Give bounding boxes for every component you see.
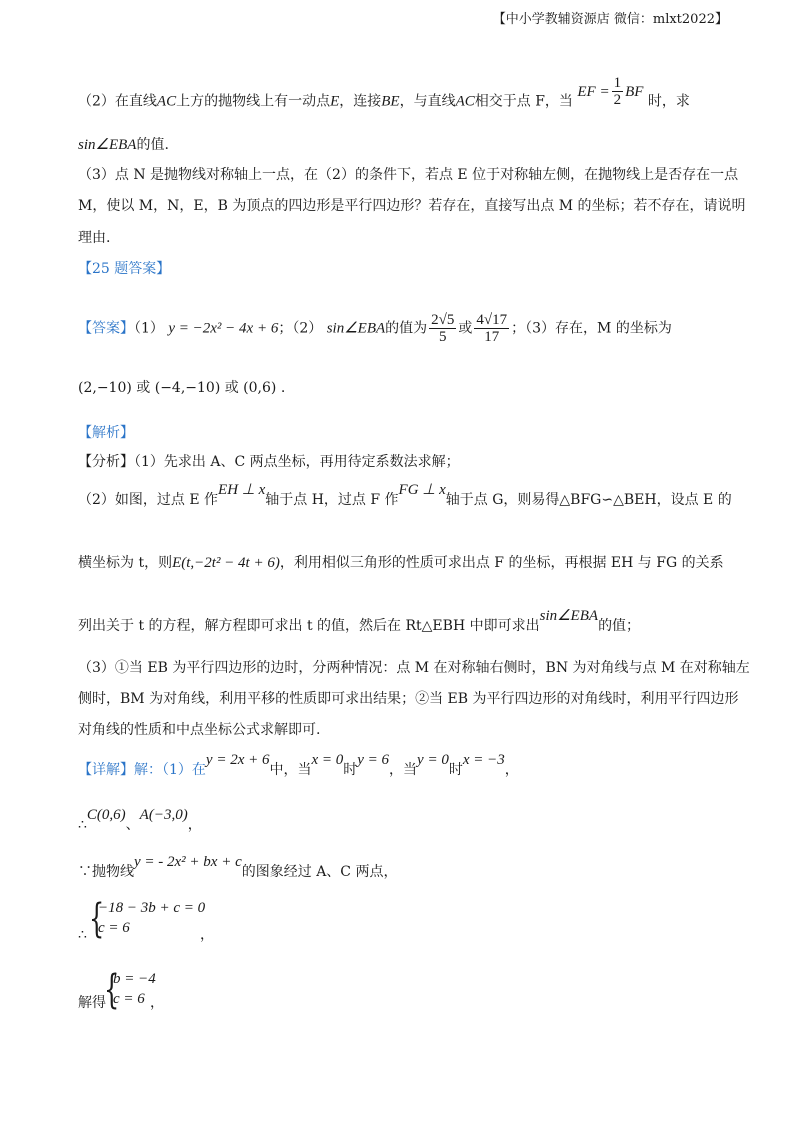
question-3-line-3: 理由.	[78, 230, 111, 246]
answer-fraction-1	[429, 312, 456, 345]
detail-1b: 中，当	[269, 762, 312, 778]
point-a: A(−3,0)	[139, 807, 188, 823]
system-2-row-1: b = −4	[113, 971, 156, 987]
answer-sin: sin∠EBA	[326, 320, 386, 337]
question-2-line	[78, 75, 690, 118]
detail-line-1	[78, 752, 519, 780]
analysis-3b: ，利用相似三角形的性质可求出点 F 的坐标，再根据 EH 与 FG 的关系	[279, 555, 724, 571]
q2-bf: BF	[625, 83, 644, 100]
answer-heading: 【25 题答案】	[78, 261, 171, 277]
analysis-heading: 【解析】	[78, 425, 134, 441]
answer-sep: ；（2）	[278, 320, 323, 337]
analysis-4a: 列出关于 t 的方程，解方程即可求出 t 的值，然后在 Rt△EBH 中即可求出	[78, 618, 540, 634]
point-e-expression: E(t,−2t² − 4t + 6)	[172, 555, 280, 571]
analysis-2b: 轴于点 H，过点 F 作	[265, 492, 399, 508]
dun-mark: 、	[125, 817, 140, 833]
question-2-sin-line	[78, 135, 169, 155]
q2-text-6: 时，求	[647, 93, 690, 110]
q2-text-2: 上方的抛物线上有一动点	[176, 93, 331, 110]
fraction-numerator: 1	[613, 75, 622, 91]
answer-line	[78, 312, 672, 345]
system-1-comma: ，	[200, 927, 214, 943]
fraction-denominator: 5	[439, 329, 447, 345]
fg-perp: FG ⊥ x	[398, 482, 446, 498]
equation-system-1	[98, 898, 205, 938]
answer-part-3: ；（3）存在，M 的坐标为	[511, 320, 672, 337]
analysis-4b: 的值；	[598, 618, 641, 634]
q2-text-5: 相交于点 F，当	[474, 93, 573, 110]
system-2-row-2: c = 6	[113, 991, 145, 1007]
answer-coordinates: (2,−10) 或 (−4,−10) 或 (0,6) .	[78, 380, 286, 396]
system-2-comma: ，	[150, 995, 164, 1011]
answer-equation: y = −2x² − 4x + 6	[168, 320, 279, 337]
detail-line-3	[78, 854, 398, 882]
system-1-row-2: c = 6	[98, 920, 130, 936]
system-brace-2: {	[104, 967, 120, 1013]
analysis-line-2	[78, 482, 732, 510]
q2-text-3: ，连接	[339, 93, 382, 110]
x-zero: x = 0	[311, 752, 344, 768]
because-tail: 的图象经过 A、C 两点，	[241, 864, 398, 880]
y-six: y = 6	[357, 752, 390, 768]
analysis-line-4	[78, 608, 641, 636]
detail-1d: ，当	[389, 762, 418, 778]
q2-ac-1: AC	[156, 93, 177, 110]
detail-1c: 时	[343, 762, 358, 778]
comma: ，	[187, 817, 202, 833]
analysis-3a: 横坐标为 t，则	[78, 555, 173, 571]
q2-ac-2: AC	[455, 93, 475, 110]
q2-point-e: E	[330, 93, 340, 110]
x-neg-three: x = −3	[462, 752, 505, 768]
y-zero: y = 0	[417, 752, 449, 768]
q2-text-4: ，与直线	[399, 93, 456, 110]
therefore-symbol: ∴	[78, 817, 87, 833]
eh-perp: EH ⊥ x	[218, 482, 266, 498]
fraction-denominator: 17	[484, 329, 500, 345]
fraction-denominator: 2	[613, 92, 622, 108]
system-brace-1: {	[89, 896, 105, 942]
fraction-numerator: 4√17	[476, 312, 508, 328]
question-3-line-1: （3）点 N 是抛物线对称轴上一点，在（2）的条件下，若点 E 位于对称轴左侧，在抛物线上是否存在一点	[78, 167, 739, 183]
q2-be: BE	[381, 93, 400, 110]
fraction-numerator: 2√5	[431, 312, 455, 328]
q2-ef: EF =	[577, 83, 610, 100]
answer-part-1: （1）	[134, 320, 164, 337]
analysis-line-1: 【分析】（1）先求出 A、C 两点坐标，再用待定系数法求解；	[78, 454, 460, 470]
detail-label: 【详解】解：（1）在	[78, 762, 206, 778]
analysis-line-7: 对角线的性质和中点坐标公式求解即可.	[78, 722, 321, 738]
q2-text-1: （2）在直线	[78, 93, 157, 110]
q2-half-fraction	[612, 75, 624, 108]
line-equation: y = 2x + 6	[205, 752, 270, 768]
detail-1f: ，	[504, 762, 519, 778]
analysis-line-3	[78, 553, 724, 573]
answer-or: 或	[458, 320, 473, 337]
because-text: ∵抛物线	[78, 864, 134, 880]
answer-fraction-2	[474, 312, 509, 345]
therefore-symbol-2: ∴	[78, 927, 87, 943]
analysis-line-5: （3）①当 EB 为平行四边形的边时，分两种情况：点 M 在对称轴右侧时，BN 为对角线与点 M 在对称轴左	[78, 660, 750, 676]
answer-value-text: 的值为	[385, 320, 428, 337]
question-3-line-2: M，使以 M，N，E，B 为顶点的四边形是平行四边形？若存在，直接写出点 M 的坐标；若不存在，请说明	[78, 198, 746, 214]
system-1-row-1: −18 − 3b + c = 0	[98, 900, 206, 916]
parabola-equation: y = - 2x² + bx + c	[134, 854, 242, 870]
q2-sin-expression: sin∠EBA	[78, 137, 137, 153]
solve-label: 解得	[78, 995, 106, 1011]
point-c: C(0,6)	[86, 807, 126, 823]
q2-ef-expression	[577, 75, 644, 108]
answer-label: 【答案】	[78, 320, 134, 337]
detail-1e: 时	[448, 762, 463, 778]
page-header: 【中小学教辅资源店 微信：mlxt2022】	[492, 12, 728, 27]
detail-line-2	[78, 807, 202, 835]
q2-sin-tail: 的值.	[136, 137, 169, 153]
analysis-line-6: 侧时，BM 为对角线，利用平移的性质即可求出结果；②当 EB 为平行四边形的对角线时，利用平行四边形	[78, 691, 739, 707]
analysis-sin: sin∠EBA	[539, 608, 599, 624]
analysis-2a: （2）如图，过点 E 作	[78, 492, 219, 508]
analysis-2c: 轴于点 G，则易得△BFG∽△BEH，设点 E 的	[445, 492, 732, 508]
